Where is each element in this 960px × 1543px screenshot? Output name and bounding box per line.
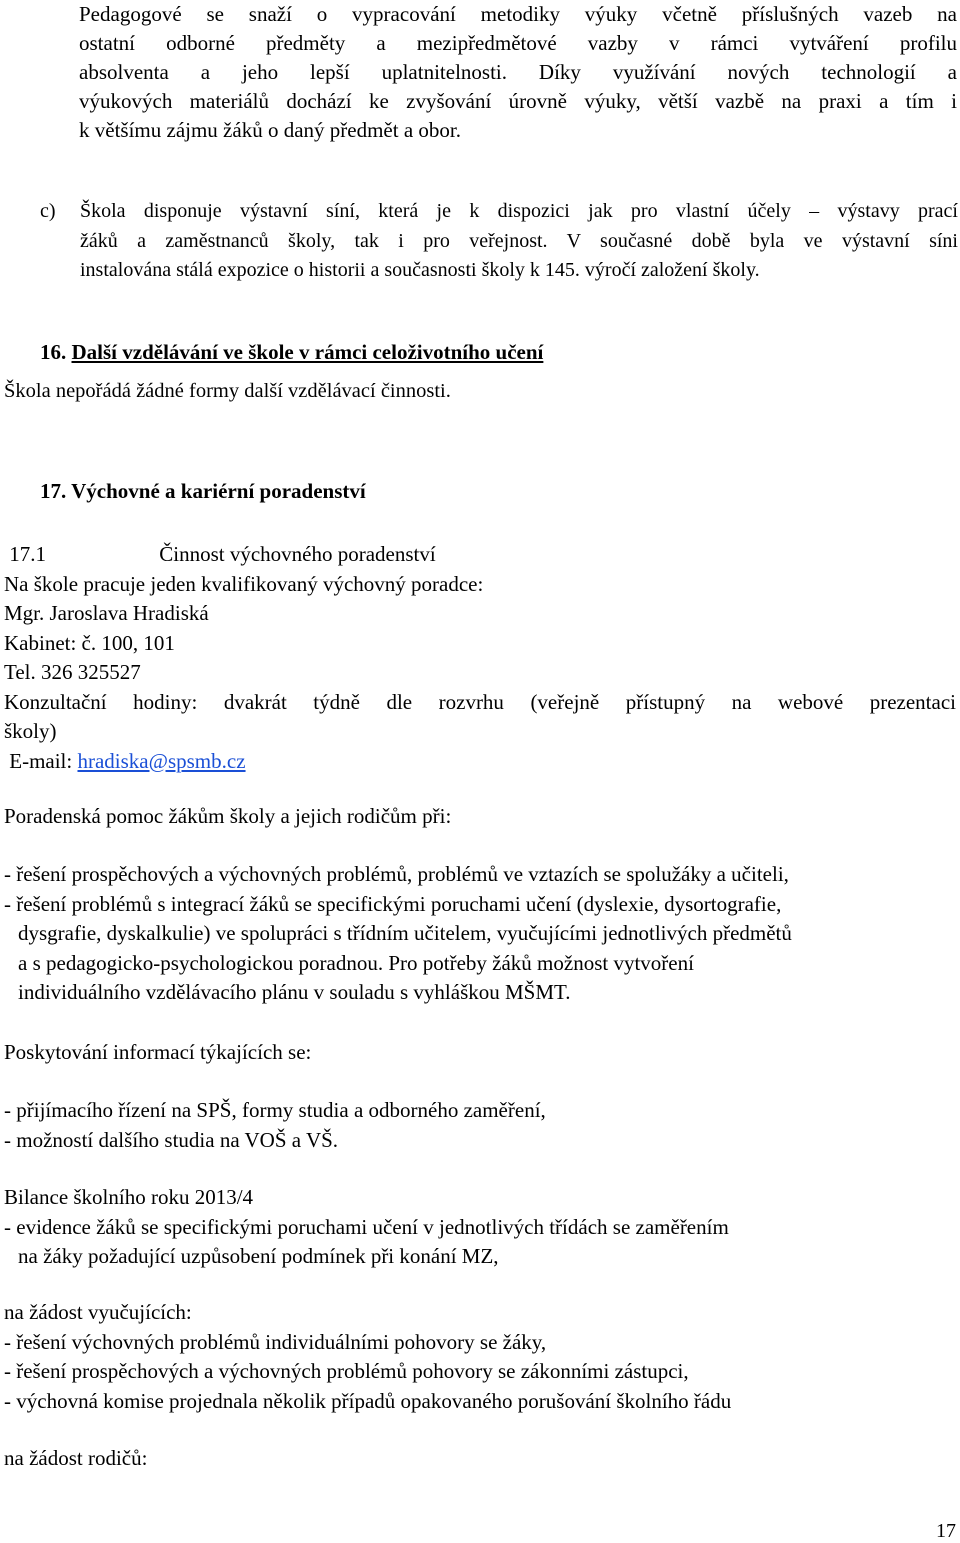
list-item: - výchovná komise projednala několik případů opakovaného porušování školního řádu bbox=[4, 1388, 732, 1413]
bilance-section bbox=[4, 1183, 956, 1272]
subsection-number: 17.1 bbox=[9, 542, 46, 566]
text-line: výukových materiálů dochází ke zvyšování úrovně výuky, větší vazbě na praxi a tím i bbox=[79, 89, 957, 113]
text-line: Pedagogové se snaží o vypracování metodiky výuky včetně příslušných vazeb na bbox=[79, 2, 957, 26]
text-line: na žáky požadující uzpůsobení podmínek při konání MZ, bbox=[18, 1244, 499, 1268]
text-line: dysgrafie, dyskalkulie) ve spolupráci s třídním učitelem, vyučujícími jednotlivých předmětů bbox=[18, 921, 792, 945]
parent-requests-heading: na žádost rodičů: bbox=[4, 1446, 148, 1470]
list-item: - řešení výchovných problémů individuálními pohovory se žáky, bbox=[4, 1329, 547, 1354]
office-hours-line: Konzultační hodiny: dvakrát týdně dle rozvrhu (veřejně přístupný na webové prezentaci bbox=[4, 689, 956, 714]
intro-paragraph bbox=[79, 0, 957, 145]
list-item-c bbox=[40, 197, 958, 286]
info-list bbox=[4, 1096, 956, 1155]
text-line: Škola disponuje výstavní síní, která je k dispozici jak pro vlastní účely – výstavy prací bbox=[80, 200, 958, 222]
teacher-requests bbox=[4, 1298, 956, 1416]
list-item: - přijímacího řízení na SPŠ, formy studia a odborného zaměření, bbox=[4, 1098, 546, 1122]
list-item: - řešení prospěchových a výchovných problémů pohovory se zákonními zástupci, bbox=[4, 1359, 689, 1383]
section-number: 17. bbox=[40, 479, 67, 503]
section-17-heading bbox=[40, 479, 960, 504]
email-link[interactable]: hradiska@spsmb.cz bbox=[77, 748, 246, 773]
email-line bbox=[4, 747, 956, 777]
section-title: Další vzdělávání ve škole v rámci celoživotního učení bbox=[71, 340, 544, 364]
section-16-heading bbox=[40, 340, 960, 365]
text-line: ostatní odborné předměty a mezipředmětové vazby v rámci vytváření profilu bbox=[79, 31, 957, 55]
page-number: 17 bbox=[936, 1520, 956, 1542]
text-line: školy) bbox=[4, 719, 57, 743]
advisor-name: Mgr. Jaroslava Hradiská bbox=[4, 601, 209, 625]
subsection-title: Činnost výchovného poradenství bbox=[159, 542, 436, 566]
list-item: - řešení problémů s integrací žáků se specifickými poruchami učení (dyslexie, dysortografie, bbox=[4, 891, 782, 916]
phone-line: Tel. 326 325527 bbox=[4, 660, 141, 684]
bilance-heading: Bilance školního roku 2013/4 bbox=[4, 1185, 254, 1209]
text-line: Na škole pracuje jeden kvalifikovaný výchovný poradce: bbox=[4, 571, 484, 596]
text-line: žáků a zaměstnanců školy, tak i pro veřejnost. V současné době byla ve výstavní síni bbox=[80, 229, 958, 252]
list-marker: c) bbox=[40, 200, 56, 222]
email-label: E-mail: bbox=[9, 748, 78, 773]
list-item: - řešení prospěchových a výchovných problémů, problémů ve vztazích se spolužáky a učiteli, bbox=[4, 862, 789, 886]
teacher-requests-heading: na žádost vyučujících: bbox=[4, 1300, 192, 1324]
text-line: a s pedagogicko-psychologickou poradnou. Pro potřeby žáků možnost vytvoření bbox=[18, 950, 694, 975]
section-16-text: Škola nepořádá žádné formy další vzdělávací činnosti. bbox=[4, 380, 451, 402]
list-item: - evidence žáků se specifickými poruchami učení v jednotlivých třídách se zaměřením bbox=[4, 1214, 729, 1239]
text-line: individuálního vzdělávacího plánu v souladu s vyhláškou MŠMT. bbox=[18, 980, 571, 1004]
subsection-17-1 bbox=[4, 540, 956, 776]
office-line: Kabinet: č. 100, 101 bbox=[4, 630, 175, 655]
text-line: instalována stálá expozice o historii a současnosti školy k 145. výročí založení školy. bbox=[80, 259, 760, 281]
text-line: absolventa a jeho lepší uplatnitelnosti. Díky využívání nových technologií a bbox=[79, 60, 957, 84]
section-number: 16. bbox=[40, 340, 67, 364]
help-list bbox=[4, 860, 956, 1008]
info-heading: Poskytování informací týkajících se: bbox=[4, 1040, 312, 1064]
help-heading: Poradenská pomoc žákům školy a jejich rodičům při: bbox=[4, 804, 452, 828]
subsection-heading bbox=[4, 540, 956, 570]
text-line: k většímu zájmu žáků o daný předmět a obor. bbox=[79, 118, 461, 142]
list-item: - možností dalšího studia na VOŠ a VŠ. bbox=[4, 1127, 339, 1152]
section-title: Výchovné a kariérní poradenství bbox=[71, 479, 366, 503]
